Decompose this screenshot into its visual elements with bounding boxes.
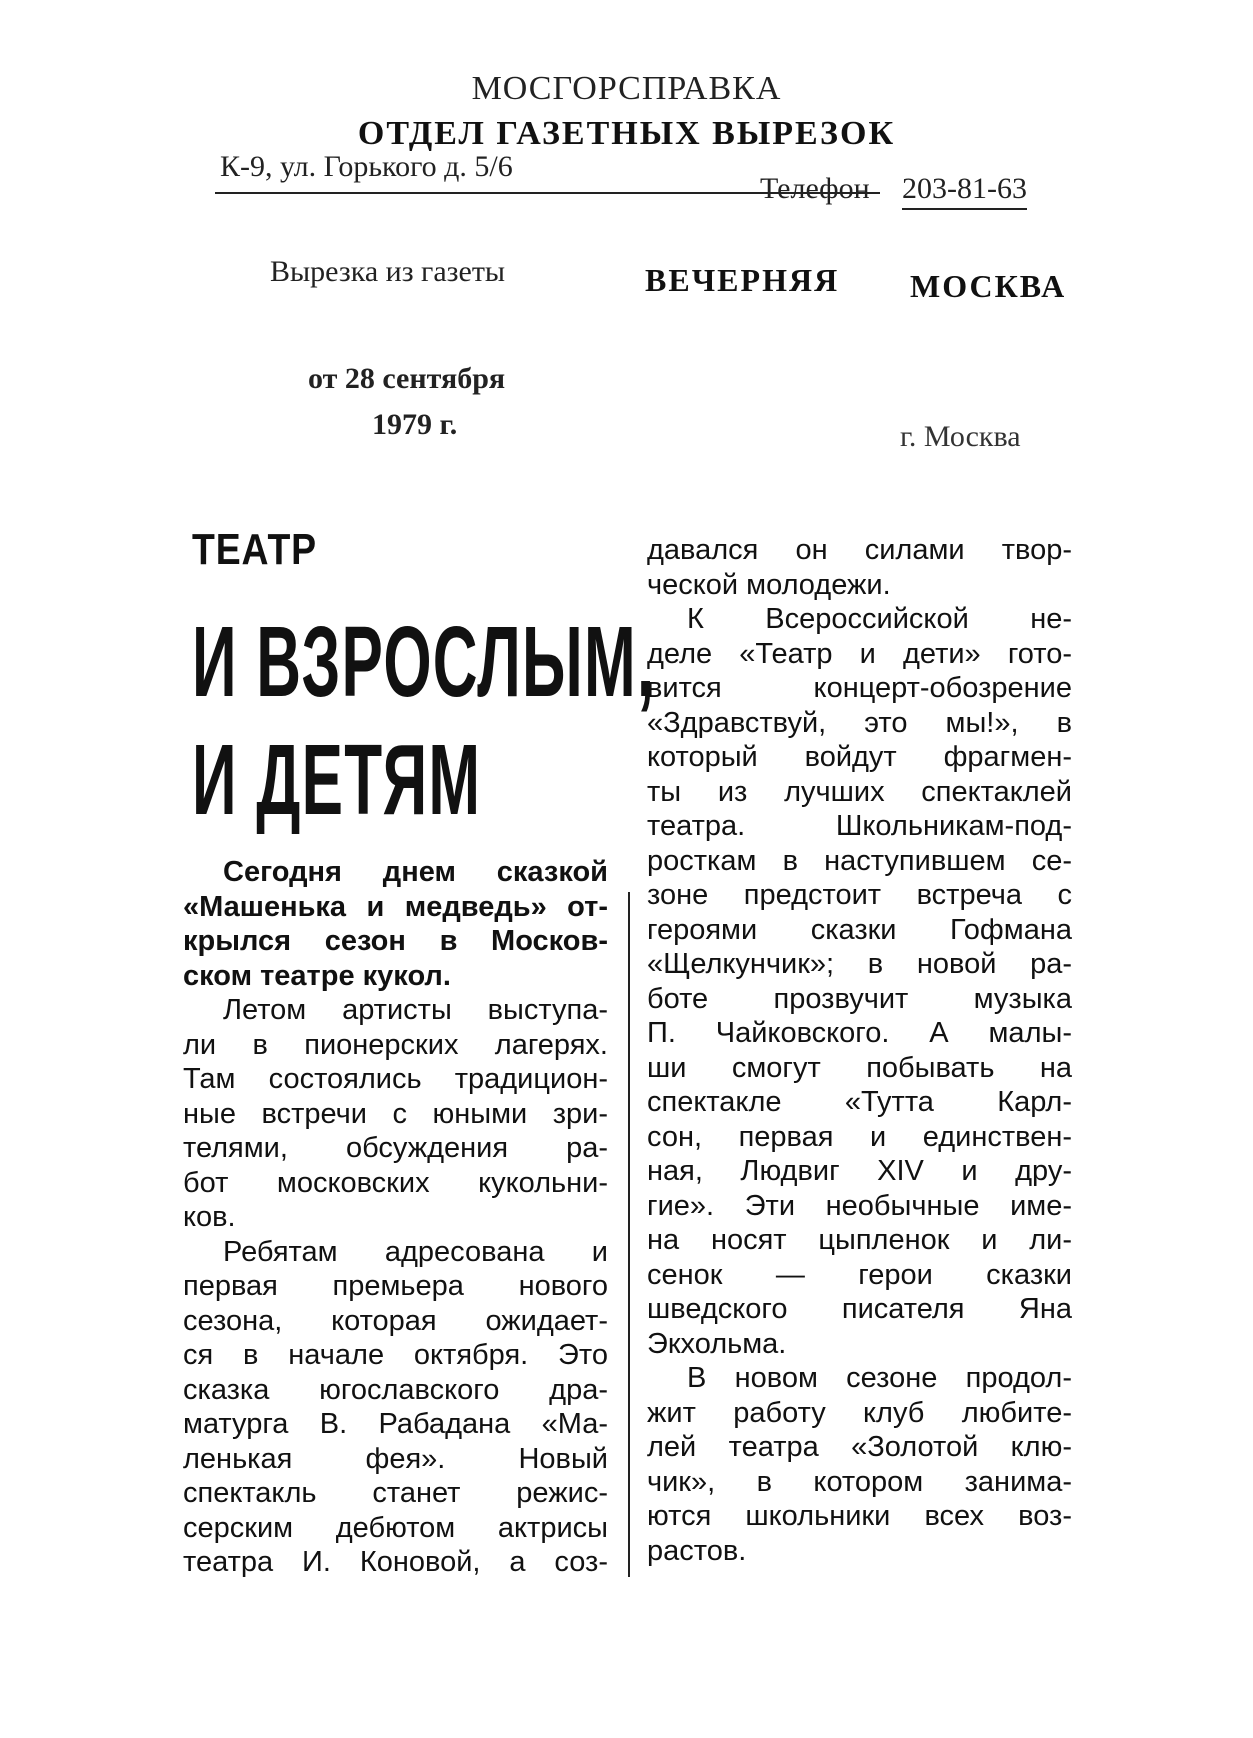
left-column [183, 855, 608, 1580]
line: ная, Людвиг XIV и дру- [647, 1155, 1072, 1187]
line: ческой молодежи. [647, 568, 891, 601]
line: героями сказки Гофмана [647, 913, 1072, 946]
article-rubric: ТЕАТР [192, 525, 317, 574]
line: чик», в котором занима- [647, 1465, 1072, 1498]
line: жит работу клуб любите- [647, 1396, 1072, 1429]
line: сказка югославского дра- [183, 1373, 608, 1406]
line: ся в начале октября. Это [183, 1339, 608, 1371]
phone-label: Телефон [760, 172, 870, 205]
line: Ребятам адресована и [223, 1235, 608, 1268]
clipping-city: г. Москва [900, 420, 1021, 453]
line: В новом сезоне продол- [687, 1362, 1072, 1394]
line: ленькая фея». Новый [183, 1442, 608, 1475]
department-title: ОТДЕЛ ГАЗЕТНЫХ ВЫРЕЗОК [357, 115, 896, 152]
line: ли в пионерских лагерях. [183, 1028, 608, 1061]
line: ные встречи с юными зри- [183, 1097, 608, 1130]
line: сезона, которая ожидает- [183, 1304, 608, 1337]
line: ты из лучших спектаклей [647, 775, 1072, 808]
line: сенок — герои сказки [647, 1258, 1072, 1291]
line: крылся сезон в Москов- [183, 925, 608, 957]
line: Сегодня днем сказкой «Машенька и медведь» от- [183, 856, 608, 923]
agency-title: МОСГОРСПРАВКА [471, 70, 782, 107]
line: серским дебютом актрисы [183, 1511, 608, 1544]
phone-number: 203-81-63 [902, 172, 1027, 210]
line: ков. [183, 1201, 236, 1233]
newspaper-name-2: МОСКВА [910, 268, 1067, 304]
line: который войдут фрагмен- [647, 741, 1072, 773]
line: давался он силами твор- [647, 534, 1072, 566]
clipping-year: 1979 г. [372, 408, 458, 441]
line: спектакле «Тутта Карл- [647, 1086, 1072, 1118]
line: сон, первая и единствен- [647, 1120, 1072, 1153]
line: Экхольма. [647, 1327, 787, 1360]
line: зоне предстоит встреча с [647, 879, 1072, 911]
line: вится концерт-обозрение [647, 672, 1072, 704]
line: лей театра «Золотой клю- [647, 1431, 1072, 1463]
line: боте прозвучит музыка [647, 982, 1072, 1015]
line: театра. Школьникам-под- [647, 810, 1072, 842]
line: телями, обсуждения ра- [183, 1132, 608, 1164]
line: Летом артисты выступа- [223, 994, 608, 1026]
clipping-date: от 28 сентября [308, 362, 506, 395]
line: спектакль станет режис- [183, 1477, 608, 1509]
column-divider [628, 892, 630, 1577]
line: первая премьера нового [183, 1270, 608, 1302]
line: шведского писателя Яна [647, 1293, 1072, 1325]
headline-line-2: И ДЕТЯМ [192, 724, 482, 836]
right-column [647, 533, 1072, 1568]
line: на носят цыпленок и ли- [647, 1224, 1072, 1256]
line: ши смогут побывать на [647, 1051, 1072, 1084]
line: бот московских кукольни- [183, 1166, 608, 1199]
line: деле «Театр и дети» гото- [647, 637, 1072, 670]
line: матурга В. Рабадана «Ма- [183, 1408, 608, 1440]
line: Там состоялись традицион- [183, 1063, 608, 1095]
line: «Здравствуй, это мы!», в [647, 706, 1072, 739]
line: ются школьники всех воз- [647, 1500, 1072, 1532]
headline-line-1: И ВЗРОСЛЫМ, [192, 606, 656, 718]
line: П. Чайковского. А малы- [647, 1017, 1072, 1049]
line: «Щелкунчик»; в новой ра- [647, 948, 1072, 980]
address: К-9, ул. Горького д. 5/6 [220, 150, 513, 183]
line: ском театре кукол. [183, 959, 451, 992]
newspaper-name-1: ВЕЧЕРНЯЯ [645, 262, 840, 298]
line: К Всероссийской не- [687, 603, 1072, 635]
line: гие». Эти необычные име- [647, 1189, 1072, 1222]
line: растов. [647, 1534, 747, 1567]
line: росткам в наступившем се- [647, 844, 1072, 877]
clipping-label: Вырезка из газеты [270, 255, 506, 288]
line: театра И. Коновой, а соз- [183, 1546, 608, 1578]
